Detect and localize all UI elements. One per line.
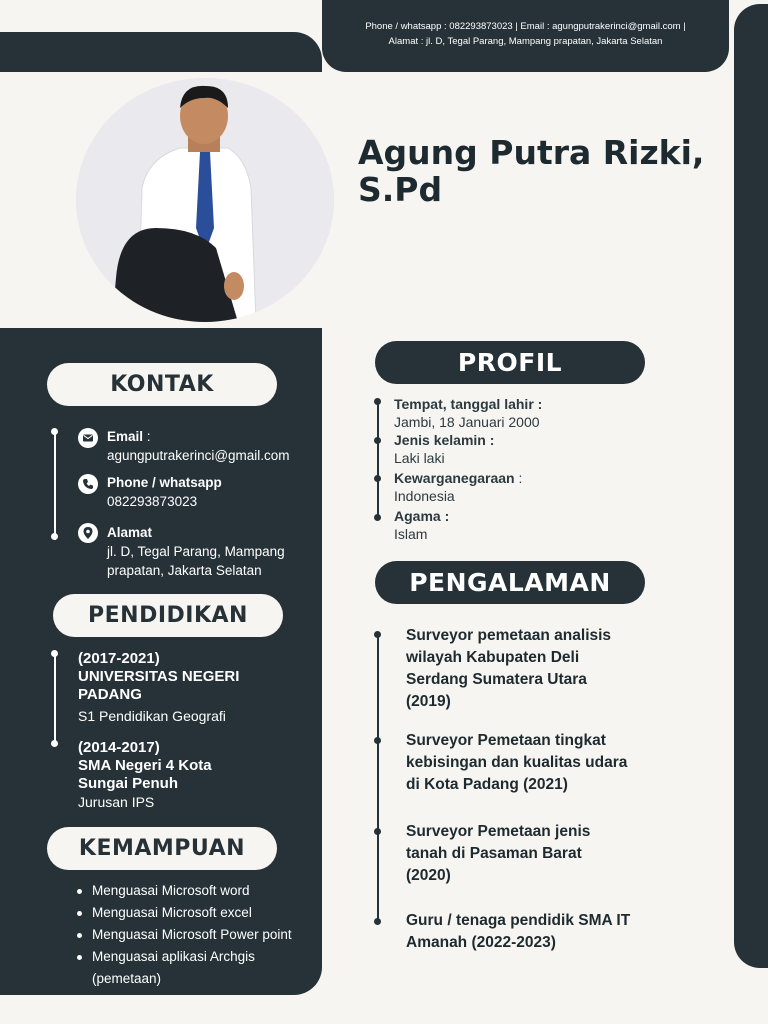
profil-timeline (377, 400, 379, 520)
religion-label: Agama : (394, 508, 450, 524)
education-major: Jurusan IPS (78, 794, 155, 810)
email-label: Email (107, 429, 144, 444)
kontak-heading: KONTAK (47, 363, 277, 406)
profile-birth (394, 395, 542, 431)
skill-item: Menguasai Microsoft Power point (74, 924, 319, 946)
experience-item-2 (406, 730, 676, 796)
experience-line: (2020) (406, 867, 451, 884)
header-contact-line-2: Alamat : jl. D, Tegal Parang, Mampang prapatan, Jakarta Selatan (388, 36, 663, 47)
full-name-line-1: Agung Putra Rizki, (358, 133, 705, 172)
experience-line: wilayah Kabupaten Deli (406, 649, 580, 666)
full-name-line-2: S.Pd (358, 170, 443, 209)
kemampuan-heading: KEMAMPUAN (47, 827, 277, 870)
education-school-line-1: UNIVERSITAS NEGERI (78, 668, 240, 685)
pengalaman-heading: PENGALAMAN (375, 561, 645, 604)
religion-value: Islam (394, 526, 428, 542)
timeline-dot (51, 428, 58, 435)
experience-line: di Kota Padang (2021) (406, 776, 568, 793)
timeline-dot (374, 475, 381, 482)
timeline-dot (374, 918, 381, 925)
education-major: S1 Pendidikan Geografi (78, 708, 226, 724)
education-years: (2014-2017) (78, 739, 160, 756)
profile-nationality (394, 469, 522, 505)
email-value[interactable]: agungputrakerinci@gmail.com (107, 448, 290, 463)
right-decorative-strip (734, 4, 768, 968)
timeline-dot (374, 828, 381, 835)
education-years: (2017-2021) (78, 650, 160, 667)
header-contact-line-1: Phone / whatsapp : 082293873023 | Email : agungputrakerinci@gmail.com | (365, 21, 686, 32)
pengalaman-timeline (377, 634, 379, 924)
profile-religion (394, 507, 449, 543)
nationality-value: Indonesia (394, 488, 455, 504)
timeline-dot (374, 437, 381, 444)
experience-line: Surveyor pemetaan analisis (406, 627, 612, 644)
profile-photo (76, 78, 334, 322)
education-school-line-2: PADANG (78, 686, 142, 703)
email-block (107, 427, 290, 465)
experience-line: kebisingan dan kualitas udara (406, 754, 628, 771)
address-label: Alamat (107, 525, 153, 540)
education-school-line-2: Sungai Penuh (78, 775, 179, 792)
pendidikan-timeline (54, 652, 56, 746)
timeline-dot (51, 740, 58, 747)
experience-line: (2019) (406, 693, 451, 710)
phone-block (107, 473, 222, 511)
kontak-timeline (54, 430, 56, 540)
address-line-1: jl. D, Tegal Parang, Mampang (107, 544, 285, 559)
experience-line: Surveyor Pemetaan jenis (406, 823, 591, 840)
education-item-2 (78, 739, 308, 811)
email-separator: : (143, 429, 151, 444)
experience-line: Surveyor Pemetaan tingkat (406, 732, 606, 749)
experience-line: tanah di Pasaman Barat (406, 845, 582, 862)
birth-value: Jambi, 18 Januari 2000 (394, 414, 540, 430)
phone-label: Phone / whatsapp (107, 475, 222, 490)
skill-item: Menguasai Microsoft word (74, 880, 319, 902)
education-item-1 (78, 650, 308, 725)
skill-item: Menguasai Microsoft excel (74, 902, 319, 924)
skill-item-continuation: (pemetaan) (92, 971, 162, 986)
address-line-2: prapatan, Jakarta Selatan (107, 563, 262, 578)
timeline-dot (51, 650, 58, 657)
nationality-separator: : (514, 470, 523, 486)
timeline-dot (374, 631, 381, 638)
profile-gender (394, 431, 494, 467)
experience-item-1 (406, 625, 676, 713)
experience-line: Serdang Sumatera Utara (406, 671, 587, 688)
experience-item-4 (406, 910, 676, 954)
education-school-line-1: SMA Negeri 4 Kota (78, 757, 212, 774)
pendidikan-heading: PENDIDIKAN (53, 594, 283, 637)
timeline-dot (51, 533, 58, 540)
profil-heading: PROFIL (375, 341, 645, 384)
gender-label: Jenis kelamin : (394, 432, 495, 448)
envelope-icon (78, 428, 98, 448)
skill-item: Menguasai aplikasi Archgis (74, 946, 319, 968)
skills-list (74, 880, 319, 990)
gender-value: Laki laki (394, 450, 445, 466)
experience-line: Guru / tenaga pendidik SMA IT (406, 912, 631, 929)
address-block (107, 523, 285, 580)
phone-value[interactable]: 082293873023 (107, 494, 198, 509)
experience-item-3 (406, 821, 676, 887)
timeline-dot (374, 737, 381, 744)
timeline-dot (374, 398, 381, 405)
location-pin-icon (78, 523, 98, 543)
timeline-dot (374, 514, 381, 521)
nationality-label: Kewarganegaraan (394, 470, 515, 486)
phone-icon (78, 474, 98, 494)
experience-line: Amanah (2022-2023) (406, 934, 556, 951)
birth-label: Tempat, tanggal lahir : (394, 396, 543, 412)
